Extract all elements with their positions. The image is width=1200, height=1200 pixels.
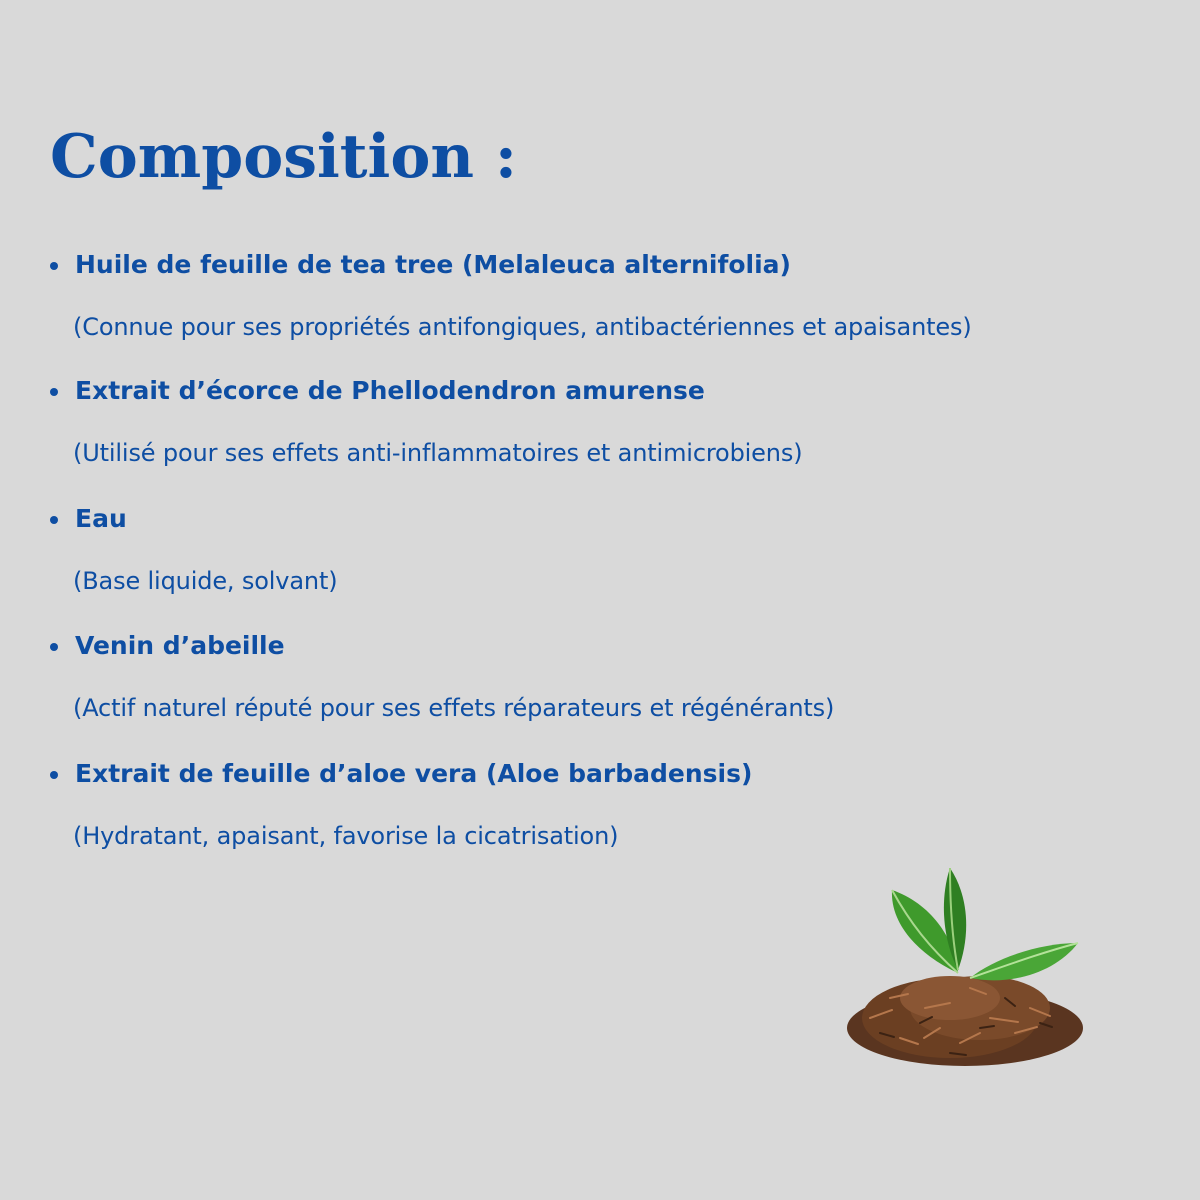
ingredient-description: (Actif naturel réputé pour ses effets réparateurs et régénérants) <box>73 694 835 722</box>
ingredient-name: Extrait de feuille d’aloe vera (Aloe barbadensis) <box>75 759 753 788</box>
ingredient-description: (Connue pour ses propriétés antifongiques, antibactériennes et apaisantes) <box>73 313 972 341</box>
bullet-icon <box>50 771 58 779</box>
list-item <box>0 754 1200 864</box>
ingredient-name: Extrait d’écorce de Phellodendron amurense <box>75 376 705 405</box>
ingredient-description: (Hydratant, apaisant, favorise la cicatrisation) <box>73 822 619 850</box>
bullet-icon <box>50 516 58 524</box>
bullet-icon <box>50 388 58 396</box>
list-item <box>0 371 1200 481</box>
bullet-icon <box>50 643 58 651</box>
list-item <box>0 245 1200 355</box>
ingredient-description: (Utilisé pour ses effets anti-inflammatoires et antimicrobiens) <box>73 439 803 467</box>
ingredient-name: Venin d’abeille <box>75 631 285 660</box>
list-item <box>0 499 1200 609</box>
list-item <box>0 626 1200 736</box>
bullet-icon <box>50 262 58 270</box>
ingredient-name: Eau <box>75 504 127 533</box>
ingredient-description: (Base liquide, solvant) <box>73 567 338 595</box>
tea-leaves-icon <box>830 858 1090 1088</box>
page-title: Composition : <box>50 122 517 192</box>
ingredient-name: Huile de feuille de tea tree (Melaleuca alternifolia) <box>75 250 791 279</box>
